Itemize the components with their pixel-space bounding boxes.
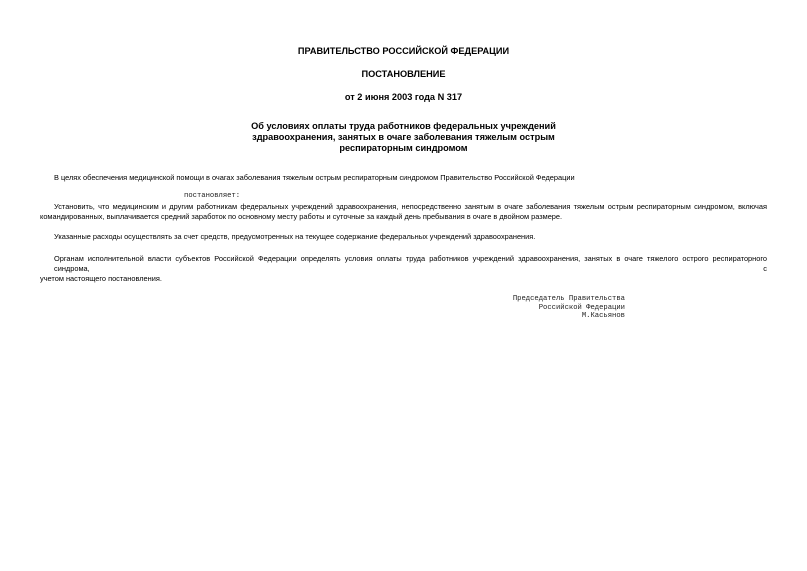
paragraph-1 <box>40 202 767 222</box>
paragraph-3-line-1: Органам исполнительной власти субъектов Российской Федерации определять условия оплаты труда работников учреждений здравоохранения, занятых в очаге тяжелого острого респираторного синдрома, с <box>54 254 767 273</box>
preamble-paragraph <box>40 173 767 183</box>
paragraph-2 <box>40 232 767 242</box>
document-title <box>200 121 607 154</box>
paragraph-1-line-1: Установить, что медицинским и другим работникам федеральных учреждений здравоохранения, непосредственно занятым в очаге заболевания тяжелым острым респираторным синдромом, включая <box>54 202 767 211</box>
government-heading: ПРАВИТЕЛЬСТВО РОССИЙСКОЙ ФЕДЕРАЦИИ <box>297 46 510 56</box>
document-title-line: респираторным синдромом <box>339 143 468 153</box>
paragraph-1-line-2: командированных, выплачивается средний заработок по основному месту работы и суточные за каждый день пребывания в очаге в двойном размере. <box>40 212 563 221</box>
signature-title: Председатель Правительства <box>512 295 625 303</box>
document-date-number: от 2 июня 2003 года N 317 <box>344 92 463 102</box>
paragraph-3 <box>40 254 767 284</box>
document-title-line: здравоохранения, занятых в очаге заболевания тяжелым острым <box>252 132 555 142</box>
signature-name: М.Касьянов <box>581 312 625 320</box>
paragraph-3-line-2: учетом настоящего постановления. <box>40 274 162 283</box>
document-type-heading: ПОСТАНОВЛЕНИЕ <box>361 69 446 79</box>
signature-block <box>500 295 625 321</box>
paragraph-2-text: Указанные расходы осуществлять за счет средств, предусмотренных на текущее содержание федеральных учреждений здравоохранения. <box>54 232 536 241</box>
resolves-word: постановляет: <box>184 192 241 200</box>
document-title-line: Об условиях оплаты труда работников федеральных учреждений <box>251 121 556 131</box>
signature-office: Российской Федерации <box>538 303 625 312</box>
preamble-text: В целях обеспечения медицинской помощи в очагах заболевания тяжелым острым респираторным синдромом Правительство Российской Федерации <box>54 173 575 182</box>
